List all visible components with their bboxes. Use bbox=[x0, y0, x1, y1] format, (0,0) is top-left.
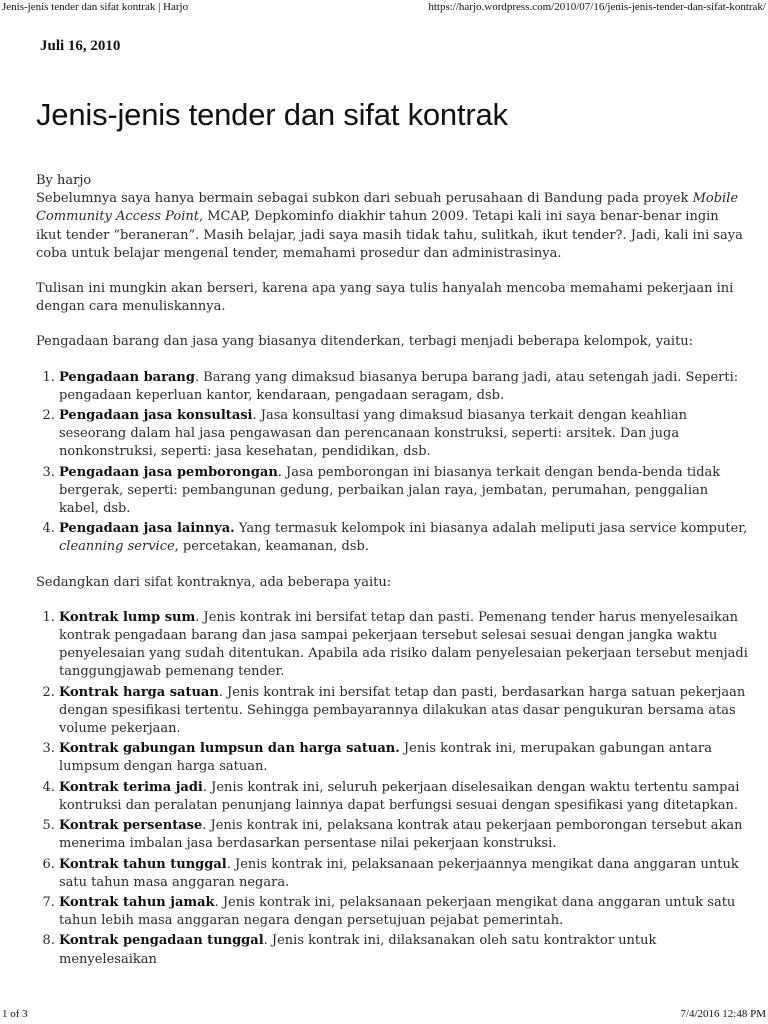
list-item bbox=[59, 464, 748, 519]
post-content bbox=[36, 172, 748, 986]
list-item-term: Kontrak pengadaan tunggal bbox=[59, 933, 264, 949]
list-item bbox=[59, 856, 748, 892]
post-date: Juli 16, 2010 bbox=[40, 38, 121, 54]
list-item-text: , percetakan, keamanan, dsb. bbox=[174, 539, 369, 555]
list-item-text: . Jenis kontrak ini, pelaksana kontrak atau pekerjaan pemborongan tersebut akan menerima imbalan jasa berdasarkan persentase nilai pekerjaan konstruksi. bbox=[59, 818, 743, 852]
list-item-text: . Jenis kontrak ini, seluruh pekerjaan diselesaikan dengan waktu tertentu sampai kontruksi dan peralatan penunjang lainnya dapat berfungsi sesuai dengan spesifikasi yang ditetapkan. bbox=[59, 779, 740, 813]
list-item-emphasis: cleanning service bbox=[59, 539, 175, 555]
intro-paragraph bbox=[36, 190, 748, 263]
list-item-text: . Jenis kontrak ini bersifat tetap dan pasti. Pemenang tender harus menyelesaikan kontrak pengadaan barang dan jasa sampai pekerjaan tersebut selesai sesuai dengan jangka waktu penyelesaian yang sudah ditentukan. Apabila ada risiko dalam penyelesaian pekerjaan tersebut menjadi tanggungjawab pemenang tender. bbox=[59, 609, 748, 680]
contract-list bbox=[36, 609, 748, 969]
list-item-text: Jenis kontrak ini, merupakan gabungan antara lumpsum dengan harga satuan. bbox=[59, 741, 712, 775]
paragraph-3: Pengadaan barang dan jasa yang biasanya ditenderkan, terbagi menjadi beberapa kelompok, yaitu: bbox=[36, 334, 694, 350]
list-item-text: . Jasa konsultasi yang dimaksud biasanya terkait dengan keahlian seseorang dalam hal jasa pengawasan dan perencanaan konstruksi, seperti: arsitek. Dan juga nonkonstruksi, seperti: jasa kesehatan, pendidikan, dsb. bbox=[59, 408, 687, 460]
list-item-term: Kontrak tahun tunggal bbox=[59, 856, 227, 872]
print-header bbox=[0, 0, 768, 14]
list-item-term: Kontrak persentase bbox=[59, 818, 203, 834]
list-item-text: Yang termasuk kelompok ini biasanya adalah meliputi jasa service komputer, bbox=[234, 521, 748, 537]
print-header-title: Jenis-jenis tender dan sifat kontrak | Harjo bbox=[2, 1, 189, 13]
list-item-term: Kontrak gabungan lumpsun dan harga satuan. bbox=[59, 741, 400, 757]
list-item-text: . Jenis kontrak ini, dilaksanakan oleh satu kontraktor untuk menyelesaikan bbox=[59, 933, 657, 967]
list-item-text: . Barang yang dimaksud biasanya berupa barang jadi, atau setengah jadi. Seperti: pengadaan keperluan kantor, kendaraan, pengadaan seragam, dsb. bbox=[59, 369, 739, 403]
list-item bbox=[59, 684, 748, 739]
paragraph-2: Tulisan ini mungkin akan berseri, karena apa yang saya tulis hanyalah mencoba memahami pekerjaan ini dengan cara menuliskannya. bbox=[36, 281, 734, 315]
paragraph-4: Sedangkan dari sifat kontraknya, ada beberapa yaitu: bbox=[36, 574, 392, 590]
post-title: Jenis-jenis tender dan sifat kontrak bbox=[36, 97, 508, 132]
list-item-term: Pengadaan jasa lainnya. bbox=[59, 521, 235, 537]
list-item-text: . Jenis kontrak ini, pelaksanaan pekerjaannya mengikat dana anggaran untuk satu tahun masa anggaran negara. bbox=[59, 856, 739, 890]
list-item-term: Kontrak terima jadi bbox=[59, 779, 203, 795]
list-item bbox=[59, 520, 748, 556]
list-item-term: Kontrak lump sum bbox=[59, 609, 196, 625]
list-item bbox=[59, 817, 748, 853]
list-item-term: Kontrak harga satuan bbox=[59, 684, 219, 700]
list-item-term: Pengadaan barang bbox=[59, 369, 195, 385]
list-item-text: . Jenis kontrak ini, pelaksanaan pekerjaan mengikat dana anggaran untuk satu tahun lebih masa anggaran negara dengan persetujuan pejabat pemerintah. bbox=[59, 894, 736, 929]
list-item-text: . Jenis kontrak ini bersifat tetap dan pasti, berdasarkan harga satuan pekerjaan dengan spesifikasi tertentu. Sehingga pembayarannya dilakukan atas dasar pengukuran bersama atas volume pekerjaan. bbox=[59, 684, 746, 737]
list-item-text: . Jasa pemborongan ini biasanya terkait dengan benda-benda tidak bergerak, seperti: pembangunan gedung, perbaikan jalan raya, jembatan, perumahan, penggalian kabel, dsb. bbox=[59, 464, 721, 517]
intro-text-2: , MCAP, Depkominfo diakhir tahun 2009. Tetapi kali ini saya benar-benar ingin ikut tender “beraneran”. Masih belajar, jadi saya masih tidak tahu, sulitkah, ikut tender?. Jadi, kali ini saya coba untuk belajar mengenal tender, memahami prosedur dan administrasinya. bbox=[36, 209, 743, 261]
list-item bbox=[59, 369, 748, 405]
list-item-term: Pengadaan jasa konsultasi bbox=[59, 408, 253, 424]
list-item bbox=[59, 932, 748, 968]
post-byline: By harjo bbox=[36, 173, 92, 188]
list-item bbox=[59, 894, 748, 930]
list-item bbox=[59, 407, 748, 462]
print-header-url[interactable]: https://harjo.wordpress.com/2010/07/16/jenis-jenis-tender-dan-sifat-kontrak/ bbox=[428, 1, 766, 13]
list-item bbox=[59, 740, 748, 776]
intro-text-1: Sebelumnya saya hanya bermain sebagai subkon dari sebuah perusahaan di Bandung pada proyek bbox=[36, 191, 689, 207]
list-item bbox=[59, 609, 748, 682]
page-counter: 1 of 3 bbox=[2, 1008, 28, 1020]
print-timestamp: 7/4/2016 12:48 PM bbox=[680, 1008, 766, 1020]
print-footer bbox=[0, 1008, 768, 1024]
list-item-term: Kontrak tahun jamak bbox=[59, 894, 215, 910]
list-item-term: Pengadaan jasa pemborongan bbox=[59, 464, 278, 480]
intro-emphasis: Mobile Community Access Point bbox=[36, 191, 739, 225]
procurement-list bbox=[36, 369, 748, 557]
list-item bbox=[59, 779, 748, 815]
